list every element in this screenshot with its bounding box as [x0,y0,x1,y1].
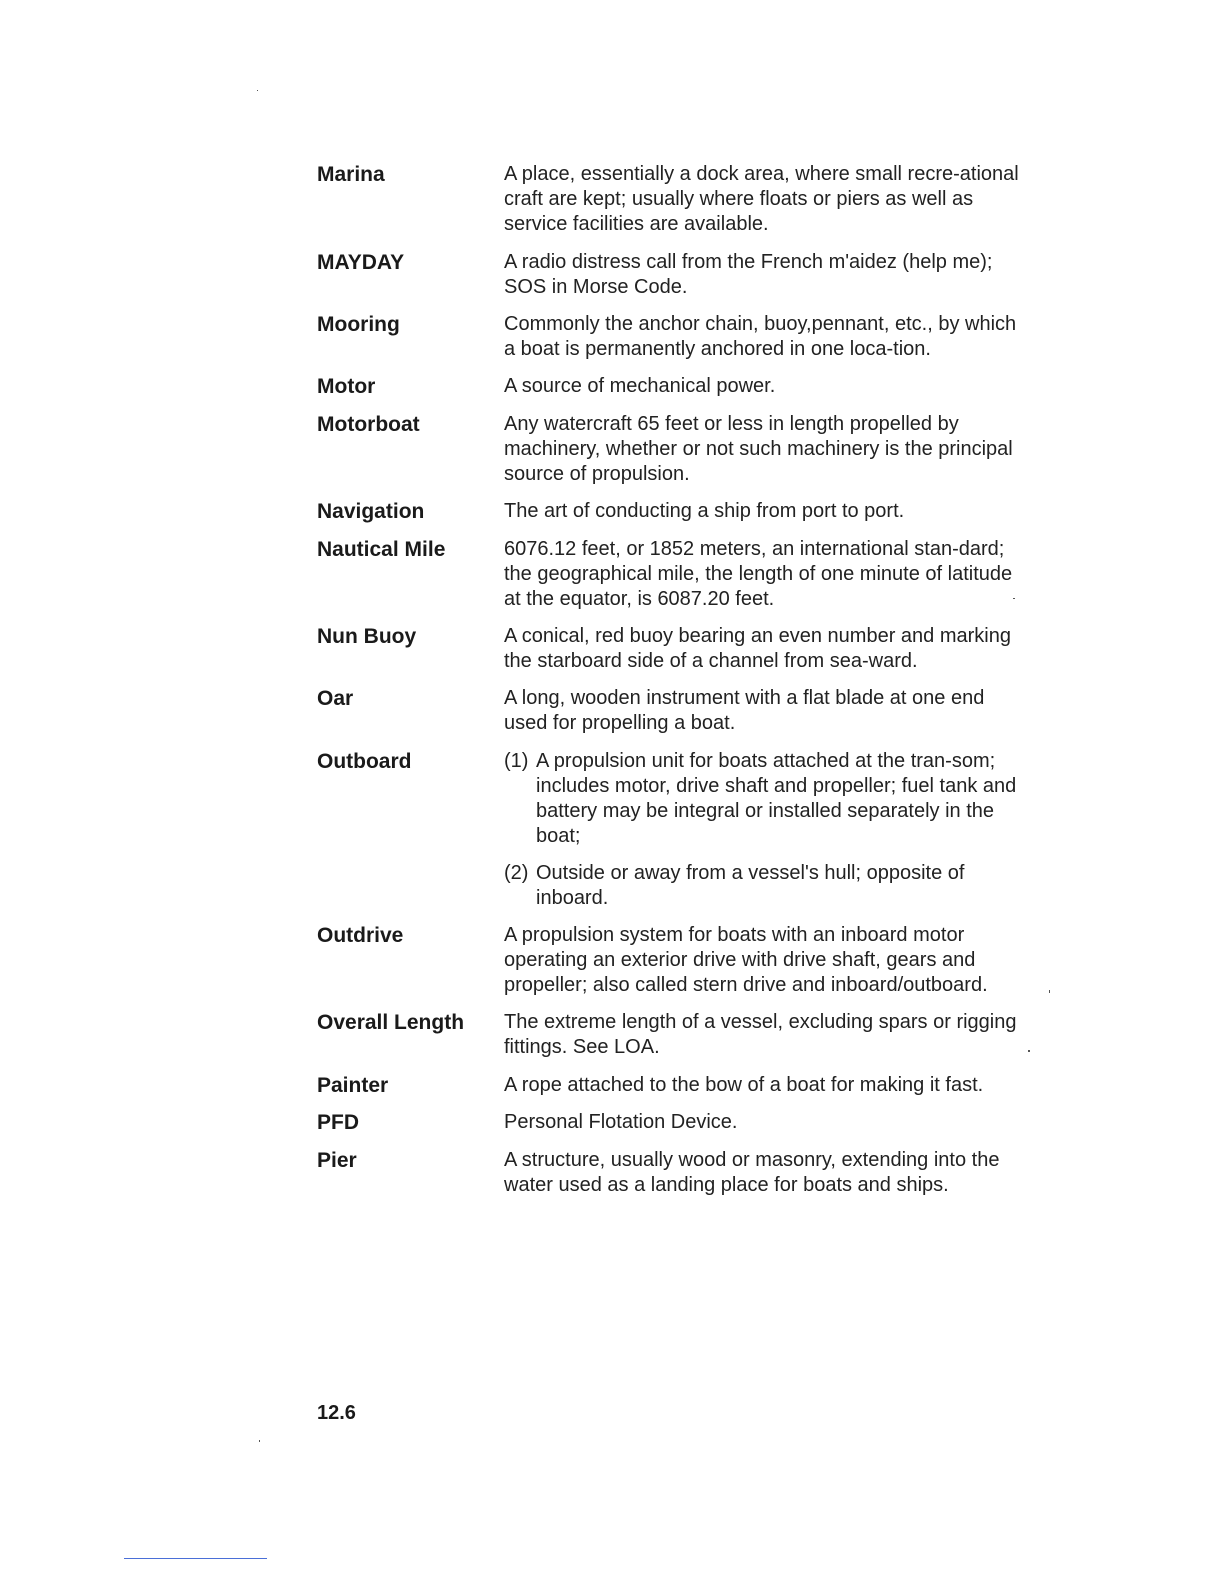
bottom-rule-line [124,1558,267,1559]
glossary-entry [317,1073,1027,1098]
scan-speck [1049,990,1050,993]
definition-text: A radio distress call from the French m'aidez (help me); SOS in Morse Code. [504,251,993,298]
glossary-definitions [504,1010,1027,1060]
glossary-term: Navigation [317,500,425,523]
glossary-definition [504,1110,1027,1135]
definition-text: The extreme length of a vessel, excluding spars or rigging fittings. See LOA. [504,1011,1017,1058]
glossary-definitions [504,250,1027,300]
scan-speck [1028,1050,1030,1052]
glossary-term: Marina [317,163,385,186]
definition-text: Outside or away from a vessel's hull; opposite of inboard. [536,862,965,909]
glossary-term: PFD [317,1111,359,1134]
definition-text: A conical, red buoy bearing an even number and marking the starboard side of a channel from sea-ward. [504,625,1011,672]
glossary-definitions [504,1148,1027,1198]
glossary-term: Mooring [317,313,400,336]
glossary-definitions [504,412,1027,487]
glossary-term: MAYDAY [317,251,405,274]
glossary-definition [504,1073,1027,1098]
glossary-definition [504,162,1027,237]
definition-text: A rope attached to the bow of a boat for making it fast. [504,1074,984,1096]
definition-text: 6076.12 feet, or 1852 meters, an international stan-dard; the geographical mile, the length of one minute of latitude at the equator, is 6087.20 feet. [504,538,1013,610]
glossary-definition [504,861,1027,911]
glossary-entry [317,1110,1027,1135]
glossary-entry [317,499,1027,524]
glossary-definitions [504,499,1027,524]
glossary-definition [504,686,1027,736]
glossary-term: Nautical Mile [317,538,446,561]
glossary-entry [317,537,1027,612]
glossary-definition [504,412,1027,487]
glossary-term: Outboard [317,750,412,773]
glossary-definitions [504,537,1027,612]
glossary-definitions [504,1110,1027,1135]
definition-text: The art of conducting a ship from port to port. [504,500,905,522]
glossary-definitions [504,686,1027,736]
glossary-definition [504,624,1027,674]
glossary-entry [317,686,1027,736]
glossary-entry [317,250,1027,300]
glossary-term: Motorboat [317,413,420,436]
glossary-term: Outdrive [317,924,404,947]
glossary-definition [504,1148,1027,1198]
glossary-definitions [504,312,1027,362]
glossary-term: Nun Buoy [317,625,417,648]
definition-number: (2) [504,862,529,884]
glossary-definitions [504,624,1027,674]
glossary-entry [317,624,1027,674]
glossary-term: Motor [317,375,376,398]
glossary-entry [317,162,1027,237]
definition-text: Personal Flotation Device. [504,1111,738,1133]
glossary-entry [317,1148,1027,1198]
glossary-definition [504,499,1027,524]
glossary-definition [504,1010,1027,1060]
scan-speck [257,90,258,91]
definition-text: A propulsion unit for boats attached at the tran-som; includes motor, drive shaft and propeller; fuel tank and battery may be integral or installed separately in the boat; [536,750,1017,847]
glossary-definition [504,923,1027,998]
glossary-definitions [504,162,1027,237]
glossary-entry [317,923,1027,998]
definition-text: Commonly the anchor chain, buoy,pennant, etc., by which a boat is permanently anchored in one loca-tion. [504,313,1017,360]
definition-text: A propulsion system for boats with an inboard motor operating an exterior drive with drive shaft, gears and propeller; also called stern drive and inboard/outboard. [504,924,988,996]
glossary-definitions [504,923,1027,998]
definition-text: A structure, usually wood or masonry, extending into the water used as a landing place for boats and ships. [504,1149,1000,1196]
definition-text: A place, essentially a dock area, where small recre-ational craft are kept; usually where floats or piers as well as service facilities are available. [504,163,1019,235]
glossary-entry [317,749,1027,911]
glossary-term: Overall Length [317,1011,465,1034]
glossary-term: Pier [317,1149,357,1172]
definition-text: A long, wooden instrument with a flat blade at one end used for propelling a boat. [504,687,985,734]
glossary-definition [504,312,1027,362]
definition-text: Any watercraft 65 feet or less in length propelled by machinery, whether or not such machinery is the principal source of propulsion. [504,413,1013,485]
glossary-term: Painter [317,1074,389,1097]
glossary-entry [317,1010,1027,1060]
glossary-entry [317,312,1027,362]
definition-number: (1) [504,750,529,772]
scan-speck [259,1440,260,1442]
glossary-term: Oar [317,687,354,710]
page-number: 12.6 [317,1402,356,1424]
glossary-entry [317,374,1027,399]
glossary-list [317,162,1027,1198]
glossary-definitions [504,374,1027,399]
glossary-definitions [504,1073,1027,1098]
glossary-definition [504,374,1027,399]
glossary-definition [504,749,1027,849]
glossary-definitions [504,749,1027,911]
glossary-entry [317,412,1027,487]
definition-text: A source of mechanical power. [504,375,776,397]
glossary-definition [504,250,1027,300]
glossary-definition [504,537,1027,612]
scan-speck [1013,598,1015,599]
